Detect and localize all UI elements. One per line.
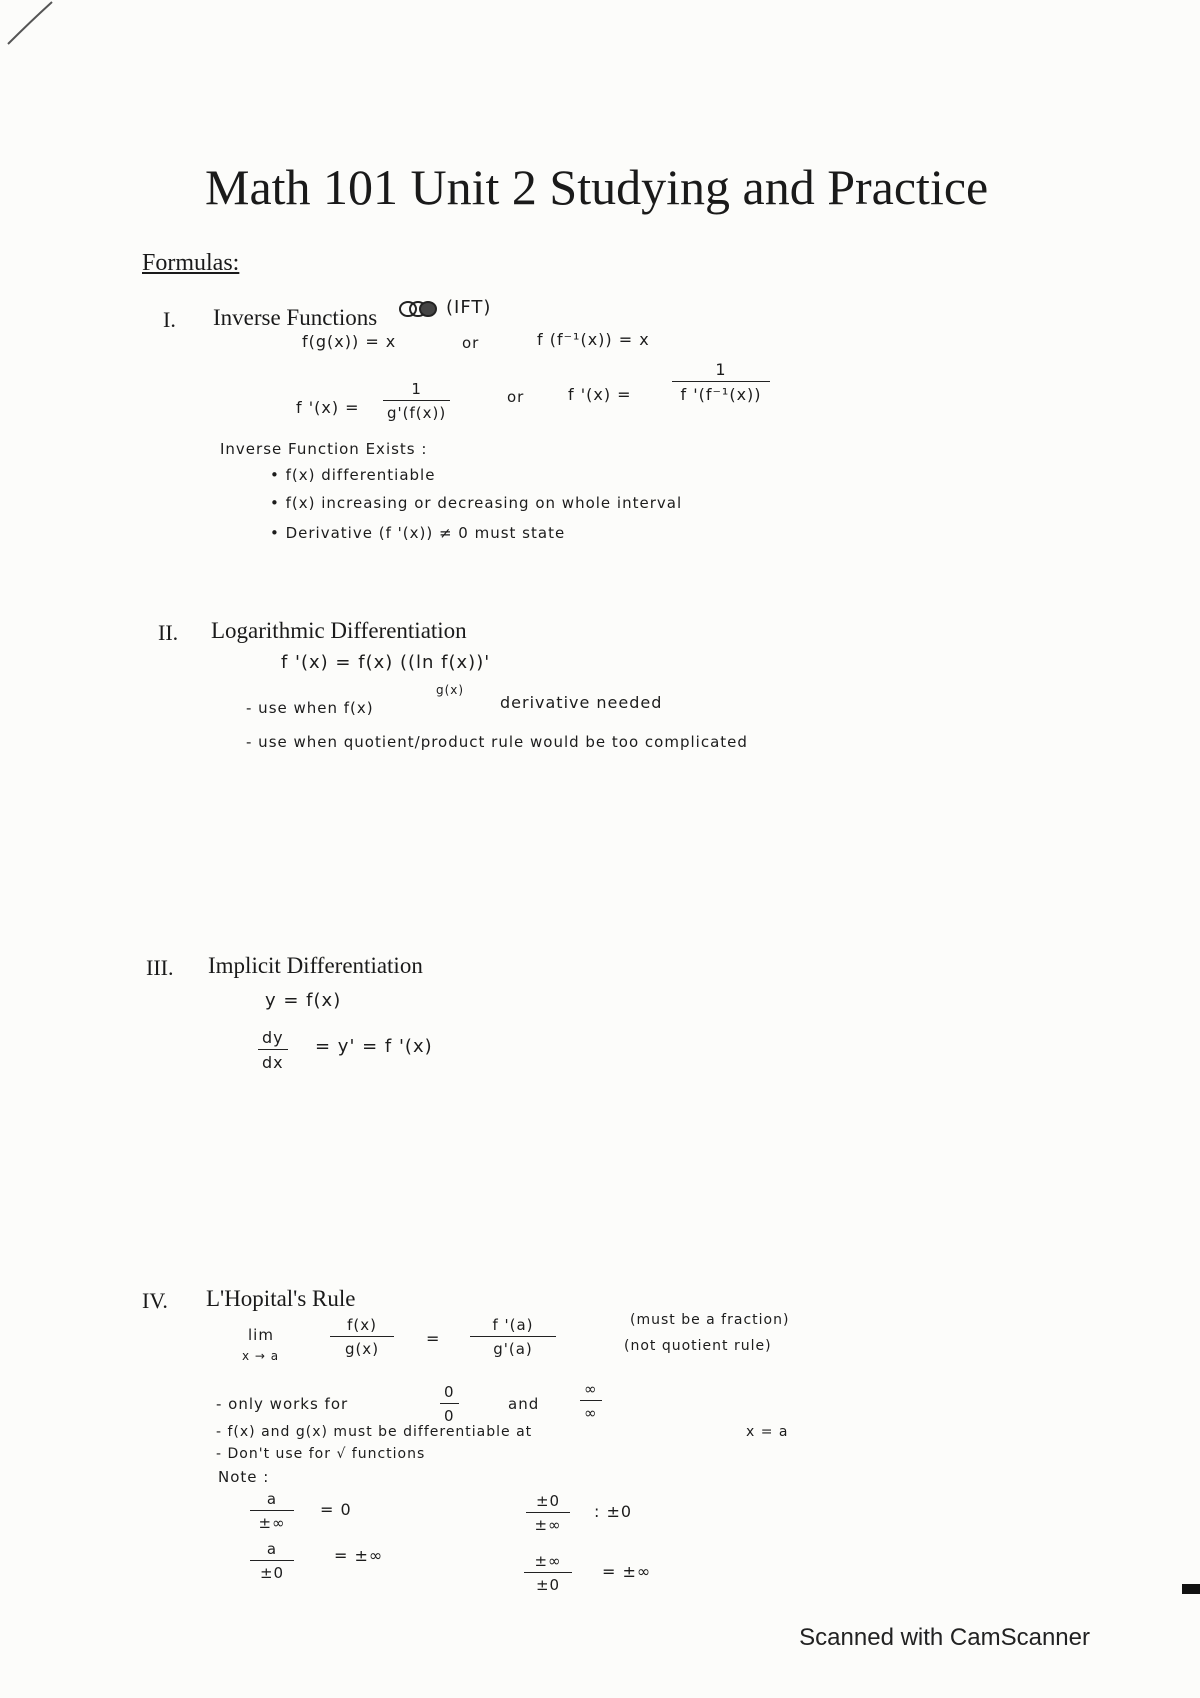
note-fraction-inf-over-zero	[524, 1552, 572, 1594]
fraction-denominator: ∞	[584, 1404, 598, 1422]
differentiable-condition: - f(x) and g(x) must be differentiable at	[216, 1424, 533, 1440]
fraction-numerator: f(x)	[347, 1316, 377, 1334]
condition-bullet: • f(x) increasing or decreasing on whole interval	[270, 494, 683, 512]
fraction-numerator: a	[266, 1540, 278, 1558]
section-numeral-1: I.	[163, 307, 176, 332]
limit-label: lim	[248, 1326, 274, 1344]
section-numeral-4: IV.	[142, 1288, 168, 1313]
eq-f-of-g: f(g(x)) = x	[302, 332, 397, 351]
fraction-denominator: ±0	[259, 1564, 285, 1582]
limit-subscript: x → a	[242, 1349, 280, 1363]
note-result: = ±∞	[602, 1562, 652, 1581]
fraction-numerator: ±∞	[534, 1552, 562, 1570]
lhopital-fraction-fx-gx	[330, 1316, 394, 1358]
pen-stroke-mark	[0, 0, 70, 60]
note-result: = 0	[320, 1500, 352, 1519]
fraction-numerator: 1	[715, 360, 727, 379]
ift-label: (IFT)	[446, 297, 492, 318]
condition-bullet: • Derivative (f '(x)) ≠ 0 must state	[270, 524, 566, 542]
or-text: or	[462, 334, 480, 352]
section-title-logarithmic-differentiation: Logarithmic Differentiation	[211, 618, 467, 643]
section-title-lhopitals-rule: L'Hopital's Rule	[206, 1286, 356, 1311]
zero-over-zero-fraction	[440, 1383, 459, 1425]
infinity-over-infinity-fraction	[580, 1380, 602, 1422]
use-when-line-1: - use when f(x)	[246, 699, 374, 717]
fraction-denominator: f '(f⁻¹(x))	[680, 385, 762, 404]
fraction-denominator: g(x)	[344, 1340, 380, 1358]
note-result: = ±∞	[334, 1546, 384, 1565]
and-text: and	[508, 1395, 540, 1413]
lhopital-fraction-derivatives	[470, 1316, 556, 1358]
derivative-lhs: f '(x) =	[568, 385, 632, 404]
section-title-implicit-differentiation: Implicit Differentiation	[208, 953, 423, 978]
page-title: Math 101 Unit 2 Studying and Practice	[205, 159, 989, 215]
note-result: : ±0	[594, 1502, 633, 1521]
fraction-denominator: 0	[444, 1407, 455, 1425]
fraction-denominator: ±0	[535, 1576, 561, 1594]
fraction-denominator: g'(f(x))	[387, 404, 447, 422]
bleed-through-mark	[930, 480, 948, 501]
formulas-heading: Formulas:	[142, 250, 240, 276]
fraction-denominator: ±∞	[534, 1516, 562, 1534]
fraction-numerator: 0	[444, 1383, 455, 1401]
fraction-numerator: ∞	[584, 1380, 598, 1398]
fraction-numerator: a	[266, 1490, 278, 1508]
equals-sign: =	[426, 1329, 441, 1348]
x-equals-a: x = a	[746, 1424, 789, 1440]
dont-use-for-root: - Don't use for √ functions	[216, 1446, 426, 1462]
dy-dx-fraction	[258, 1028, 288, 1072]
only-works-for-text: - only works for	[216, 1395, 349, 1413]
note-fraction-a-over-inf	[250, 1490, 294, 1532]
section-numeral-3: III.	[146, 955, 174, 980]
fraction-numerator: dy	[262, 1028, 284, 1047]
implicit-eq-derivative: = y' = f '(x)	[315, 1036, 433, 1057]
camscanner-watermark: Scanned with CamScanner	[799, 1624, 1090, 1651]
not-quotient-rule-note: (not quotient rule)	[624, 1338, 772, 1354]
fraction-numerator: 1	[411, 380, 422, 398]
inverse-derivative-fraction-finv	[672, 360, 770, 404]
fraction-denominator: g'(a)	[493, 1340, 533, 1358]
note-fraction-zero-over-inf	[526, 1492, 570, 1534]
or-text: or	[507, 388, 525, 406]
inverse-function-exists-heading: Inverse Function Exists :	[220, 440, 428, 458]
note-fraction-a-over-zero	[250, 1540, 294, 1582]
log-diff-formula: f '(x) = f(x) ((ln f(x))'	[281, 652, 491, 673]
fraction-denominator: dx	[262, 1053, 284, 1072]
scribble-icon	[398, 299, 442, 319]
section-title-inverse-functions: Inverse Functions	[213, 305, 378, 330]
use-when-line-2: - use when quotient/product rule would be too complicated	[246, 733, 748, 751]
derivative-lhs: f '(x) =	[296, 398, 360, 417]
condition-bullet: • f(x) differentiable	[270, 466, 436, 484]
eq-f-of-finv: f (f⁻¹(x)) = x	[537, 330, 650, 349]
inverse-derivative-fraction-g	[383, 380, 450, 422]
implicit-eq-y: y = f(x)	[265, 990, 342, 1011]
derivative-needed-text: derivative needed	[500, 693, 663, 712]
fraction-denominator: ±∞	[258, 1514, 286, 1532]
fraction-numerator: ±0	[535, 1492, 561, 1510]
exponent-gx: g(x)	[436, 683, 465, 697]
scan-edge-mark	[1182, 1584, 1200, 1594]
section-numeral-2: II.	[158, 620, 179, 645]
fraction-numerator: f '(a)	[492, 1316, 534, 1334]
note-label: Note :	[218, 1468, 270, 1486]
must-be-fraction-note: (must be a fraction)	[630, 1312, 790, 1328]
